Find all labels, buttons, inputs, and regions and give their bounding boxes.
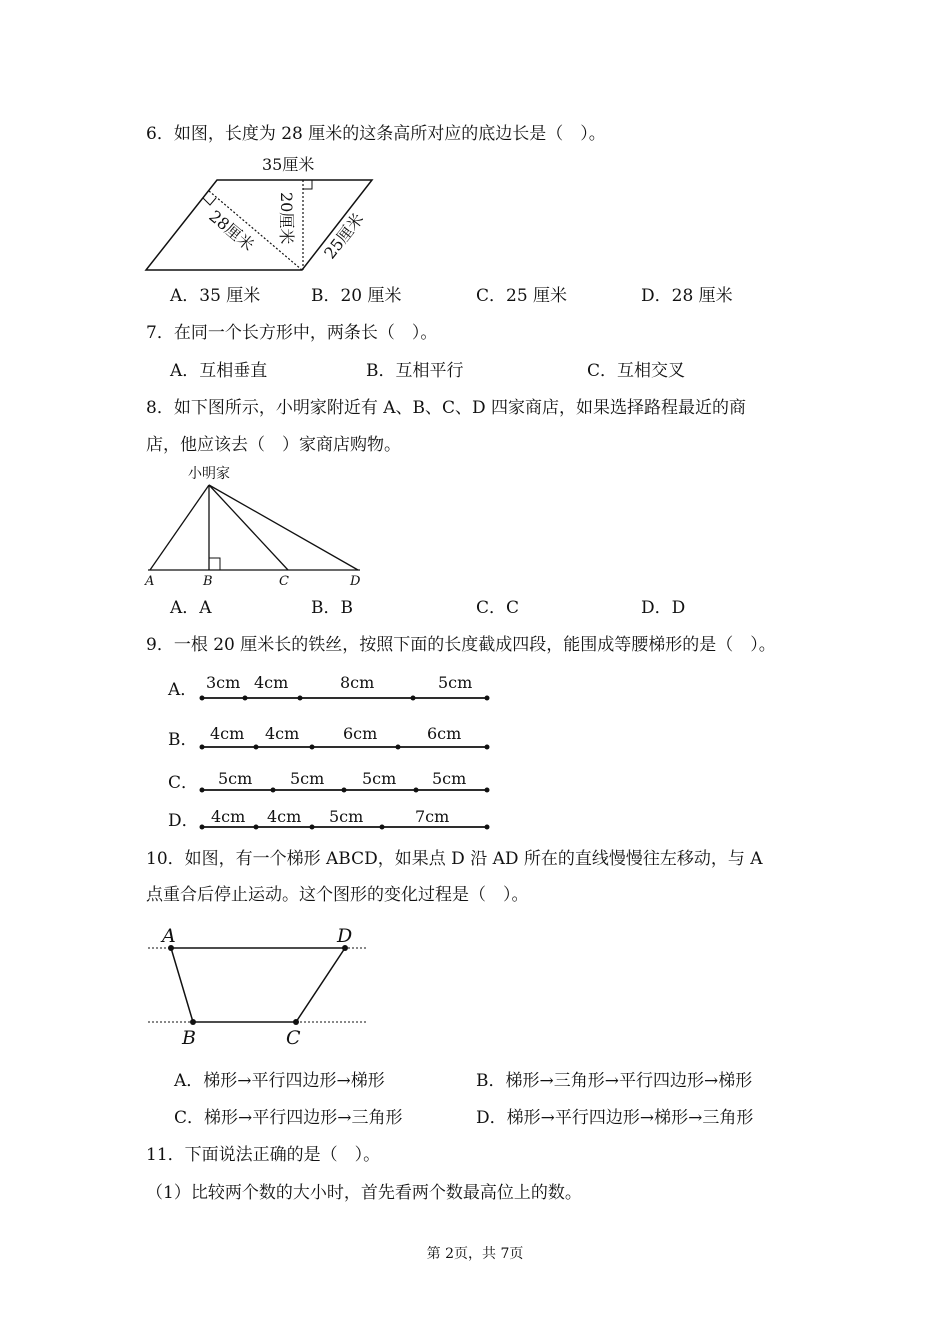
- q6-label-28: 28厘米: [205, 206, 258, 255]
- q6-label-25: 25厘米: [320, 209, 368, 263]
- q9-a-seg-1: 3cm: [206, 673, 241, 692]
- q6-option-b[interactable]: B．20 厘米: [311, 286, 402, 306]
- q7-stem: 7．在同一个长方形中，两条长（ ）。: [146, 323, 438, 343]
- q8-triangle-figure: [140, 460, 380, 590]
- q10-label-a: A: [162, 925, 176, 947]
- q10-label-d: D: [337, 925, 353, 947]
- q10-option-c[interactable]: C．梯形→平行四边形→三角形: [174, 1108, 403, 1128]
- q9-d-seg-2: 4cm: [267, 807, 302, 826]
- q8-label-d: D: [350, 574, 361, 589]
- q6-parallelogram-figure: [140, 150, 400, 280]
- q8-stem-line2: 店，他应该去（ ）家商店购物。: [146, 435, 401, 455]
- q9-b-seg-2: 4cm: [265, 724, 300, 743]
- q10-stem-line1: 10．如图，有一个梯形 ABCD，如果点 D 沿 AD 所在的直线慢慢往左移动，与 A: [146, 849, 763, 869]
- q6-label-20: 20厘米: [277, 192, 296, 245]
- q6-option-d[interactable]: D．28 厘米: [641, 286, 733, 306]
- q11-item-1: （1）比较两个数的大小时，首先看两个数最高位上的数。: [146, 1183, 582, 1203]
- q9-c-seg-4: 5cm: [432, 769, 467, 788]
- q7-option-c[interactable]: C．互相交叉: [587, 361, 686, 381]
- q7-option-a[interactable]: A．互相垂直: [170, 361, 268, 381]
- q8-label-c: C: [279, 574, 289, 589]
- q9-a-seg-4: 5cm: [438, 673, 473, 692]
- q9-option-c-label[interactable]: C．: [168, 773, 199, 793]
- q8-option-d[interactable]: D．D: [641, 598, 686, 618]
- q9-a-seg-2: 4cm: [254, 673, 289, 692]
- q9-option-a-label[interactable]: A．: [168, 680, 198, 700]
- q9-option-d-label[interactable]: D．: [168, 811, 199, 831]
- q9-b-seg-1: 4cm: [210, 724, 245, 743]
- q9-a-seg-3: 8cm: [340, 673, 375, 692]
- q9-option-b-label[interactable]: B．: [168, 730, 198, 750]
- q10-option-b[interactable]: B．梯形→三角形→平行四边形→梯形: [476, 1071, 753, 1091]
- q8-stem-line1: 8．如下图所示，小明家附近有 A、B、C、D 四家商店，如果选择路程最近的商: [146, 398, 747, 418]
- q10-option-d[interactable]: D．梯形→平行四边形→梯形→三角形: [476, 1108, 754, 1128]
- q9-d-seg-1: 4cm: [211, 807, 246, 826]
- q10-option-a[interactable]: A．梯形→平行四边形→梯形: [174, 1071, 385, 1091]
- q9-c-seg-2: 5cm: [290, 769, 325, 788]
- q9-row-c-segments[interactable]: [195, 760, 495, 796]
- q7-option-b[interactable]: B．互相平行: [366, 361, 464, 381]
- page-footer: 第 2页，共 7页: [426, 1246, 524, 1262]
- q8-option-b[interactable]: B．B: [311, 598, 353, 618]
- q8-label-home: 小明家: [188, 466, 230, 482]
- q9-row-a-segments[interactable]: [195, 668, 495, 704]
- q6-option-a[interactable]: A．35 厘米: [170, 286, 261, 306]
- q9-row-d-segments[interactable]: [195, 797, 495, 833]
- q9-b-seg-4: 6cm: [427, 724, 462, 743]
- q9-d-seg-3: 5cm: [329, 807, 364, 826]
- q10-trapezoid-figure: [140, 918, 380, 1053]
- q11-stem: 11．下面说法正确的是（ ）。: [146, 1145, 381, 1165]
- q9-d-seg-4: 7cm: [415, 807, 450, 826]
- q10-label-b: B: [182, 1027, 196, 1049]
- q6-option-c[interactable]: C．25 厘米: [476, 286, 568, 306]
- q8-label-a: A: [145, 574, 155, 589]
- q8-option-a[interactable]: A．A: [170, 598, 212, 618]
- q9-stem: 9．一根 20 厘米长的铁丝，按照下面的长度截成四段，能围成等腰梯形的是（ ）。: [146, 635, 776, 655]
- q8-label-b: B: [203, 574, 213, 589]
- q9-c-seg-1: 5cm: [218, 769, 253, 788]
- q9-b-seg-3: 6cm: [343, 724, 378, 743]
- q10-stem-line2: 点重合后停止运动。这个图形的变化过程是（ ）。: [146, 885, 529, 905]
- q6-stem: 6．如图，长度为 28 厘米的这条高所对应的底边长是（ ）。: [146, 124, 606, 144]
- q8-option-c[interactable]: C．C: [476, 598, 520, 618]
- q10-label-c: C: [286, 1027, 301, 1049]
- q6-label-35: 35厘米: [262, 155, 315, 174]
- q9-c-seg-3: 5cm: [362, 769, 397, 788]
- q9-row-b-segments[interactable]: [195, 717, 495, 753]
